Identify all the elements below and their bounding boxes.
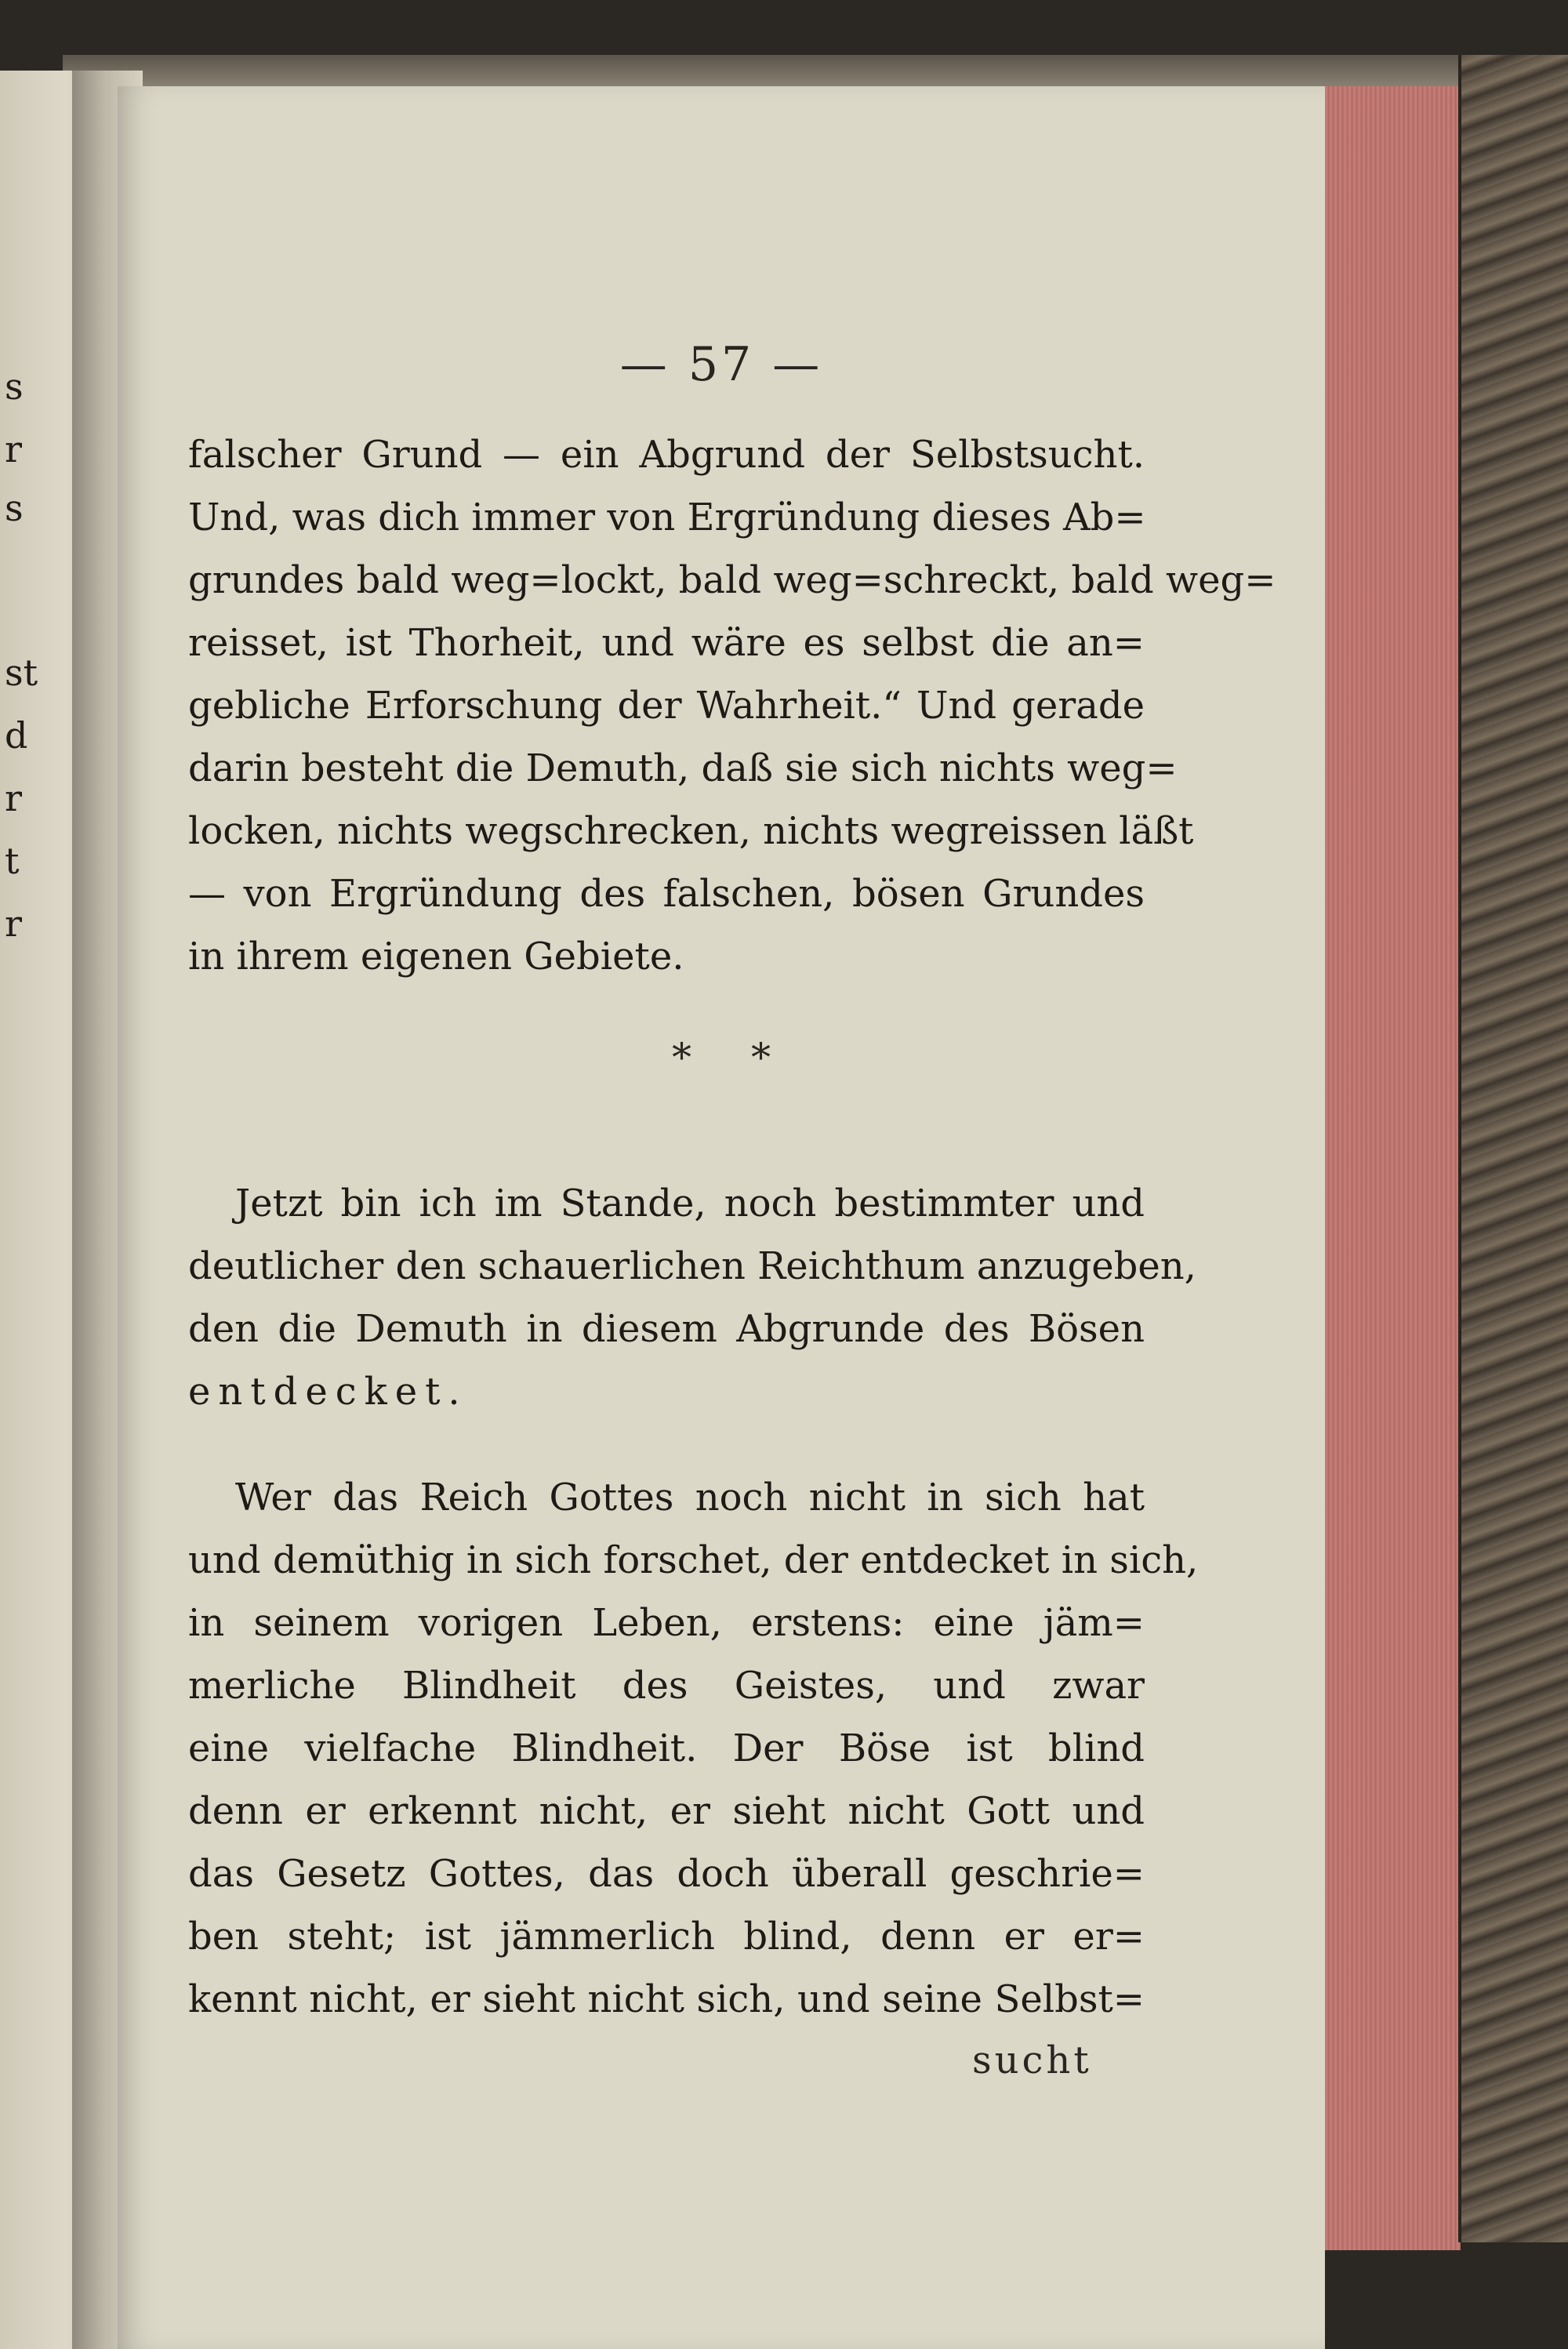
text-line: ben steht; ist jämmerlich blind, denn er er= [188,1915,1145,1959]
left-page-fragment: s [5,365,24,408]
text-line: merliche Blindheit des Geistes, und zwar [188,1664,1145,1708]
paragraph-2 [188,1172,1196,1423]
left-page-fragment: st [5,652,38,694]
text-line: reisset, ist Thorheit, und wäre es selbst die an= [188,621,1145,665]
text-line: entdecket. [188,1370,468,1414]
text-line: denn er erkennt nicht, er sieht nicht Gott und [188,1789,1145,1833]
text-line: das Gesetz Gottes, das doch überall geschrie= [188,1852,1145,1896]
text-line: Und, was dich immer von Ergründung dieses Ab= [188,496,1146,539]
right-page [118,86,1325,2349]
book-cover [1458,55,1568,2242]
section-asterisks: * * [672,1035,771,1080]
paragraph-1 [188,423,1276,988]
book-head-edge [63,55,1474,89]
text-line: — von Ergründung des falschen, bösen Grundes [188,872,1145,916]
left-page-fragment: s [5,487,24,529]
text-line: Jetzt bin ich im Stande, noch bestimmter und [235,1182,1145,1225]
text-line: deutlicher den schauerlichen Reichthum anzugeben, [188,1244,1196,1288]
text-line: den die Demuth in diesem Abgrunde des Bösen [188,1307,1145,1351]
left-page-fragment: t [5,840,20,882]
text-line: und demüthig in sich forschet, der entdecket in sich, [188,1538,1199,1582]
left-page-fragment: r [5,902,22,945]
page-block-edge [1317,86,1461,2250]
left-page-fragment: d [5,714,28,757]
text-line: in seinem vorigen Leben, erstens: eine jäm= [188,1601,1145,1645]
catchword: sucht [972,2039,1092,2082]
paragraph-3 [188,1466,1199,2031]
text-line: locken, nichts wegschrecken, nichts wegreissen läßt [188,809,1194,853]
text-line: kennt nicht, er sieht nicht sich, und seine Selbst= [188,1977,1145,2021]
text-line: in ihrem eigenen Gebiete. [188,935,684,978]
left-page-fragment: r [5,777,22,819]
text-line: falscher Grund — ein Abgrund der Selbstsucht. [188,433,1145,477]
text-line: grundes bald weg=lockt, bald weg=schreckt, bald weg= [188,558,1276,602]
text-line: eine vielfache Blindheit. Der Böse ist blind [188,1726,1145,1770]
page-number: — 57 — [619,337,823,392]
text-line: Wer das Reich Gottes noch nicht in sich hat [235,1476,1145,1519]
text-line: gebliche Erforschung der Wahrheit.“ Und gerade [188,684,1145,728]
text-line: darin besteht die Demuth, daß sie sich nichts weg= [188,746,1178,790]
left-page-fragment: r [5,428,22,470]
